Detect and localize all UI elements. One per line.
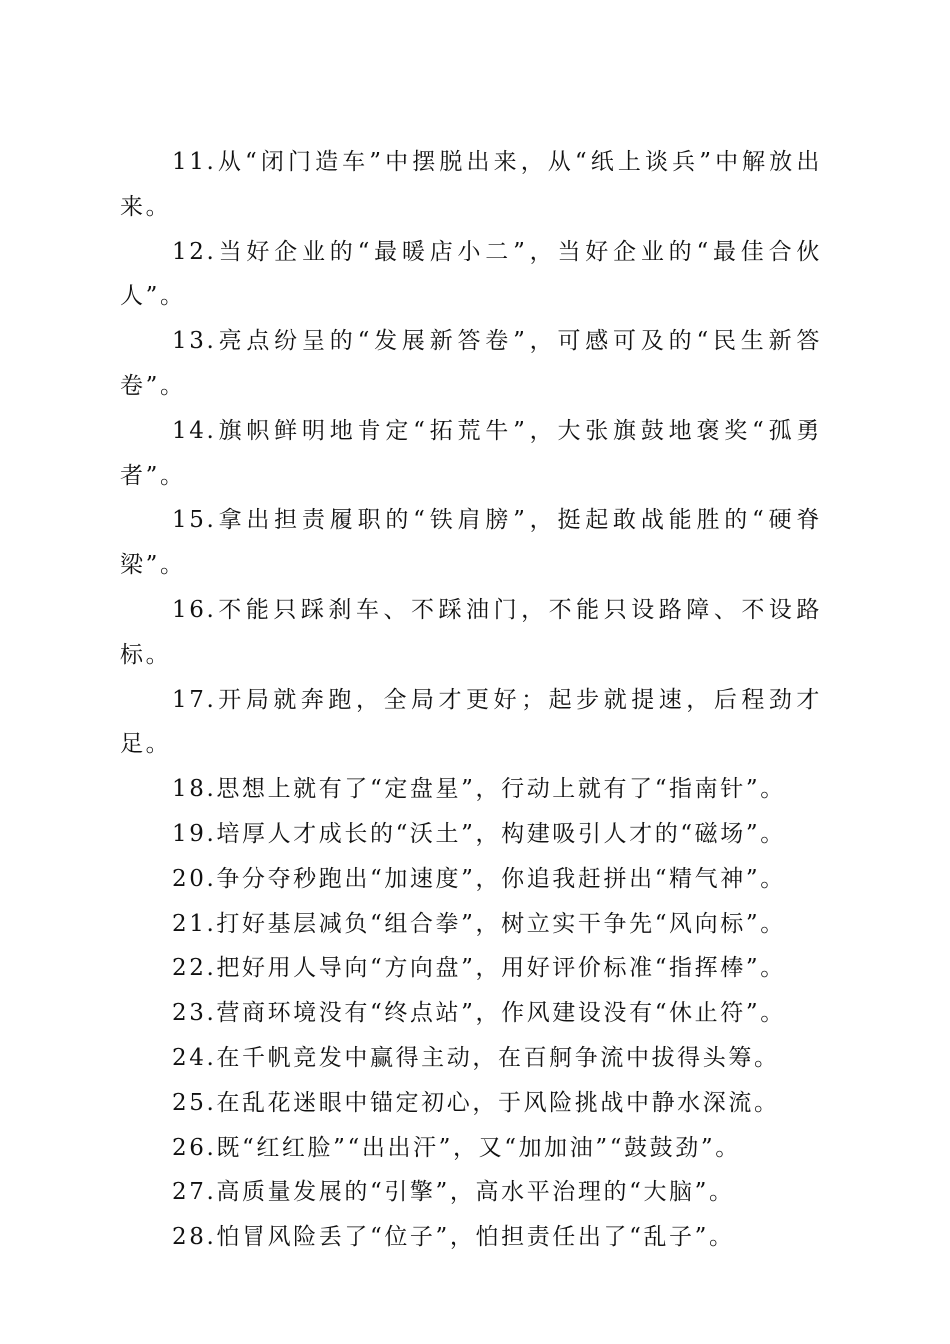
list-item: 15.拿出担责履职的“铁肩膀”，挺起敢战能胜的“硬脊梁”。 bbox=[120, 507, 822, 579]
list-item: 16.不能只踩刹车、不踩油门，不能只设路障、不设路标。 bbox=[120, 596, 822, 668]
list-item: 20.争分夺秒跑出“加速度”，你追我赶拼出“精气神”。 bbox=[172, 865, 786, 892]
list-item: 23.营商环境没有“终点站”，作风建设没有“休止符”。 bbox=[172, 1000, 786, 1027]
document-body bbox=[120, 140, 822, 1260]
list-item: 14.旗帜鲜明地肯定“拓荒牛”，大张旗鼓地褒奖“孤勇者”。 bbox=[120, 417, 822, 489]
list-item: 25.在乱花迷眼中锚定初心，于风险挑战中静水深流。 bbox=[172, 1089, 780, 1116]
list-item: 27.高质量发展的“引擎”，高水平治理的“大脑”。 bbox=[172, 1179, 735, 1206]
list-item: 13.亮点纷呈的“发展新答卷”，可感可及的“民生新答卷”。 bbox=[120, 328, 822, 399]
list-item: 26.既“红红脸”“出出汗”，又“加加油”“鼓鼓劲”。 bbox=[172, 1134, 741, 1161]
list-item: 28.怕冒风险丢了“位子”，怕担责任出了“乱子”。 bbox=[172, 1224, 735, 1251]
list-item: 24.在千帆竞发中赢得主动，在百舸争流中拔得头筹。 bbox=[172, 1044, 780, 1071]
list-item: 22.把好用人导向“方向盘”，用好评价标准“指挥棒”。 bbox=[172, 955, 786, 982]
list-item: 18.思想上就有了“定盘星”，行动上就有了“指南针”。 bbox=[172, 776, 786, 803]
list-item: 17.开局就奔跑，全局才更好；起步就提速，后程劲才足。 bbox=[120, 686, 822, 758]
list-item: 21.打好基层减负“组合拳”，树立实干争先“风向标”。 bbox=[172, 910, 786, 937]
list-item: 19.培厚人才成长的“沃土”，构建吸引人才的“磁场”。 bbox=[172, 820, 786, 847]
list-item: 11.从“闭门造车”中摆脱出来，从“纸上谈兵”中解放出来。 bbox=[120, 149, 822, 220]
list-item: 12.当好企业的“最暖店小二”，当好企业的“最佳合伙人”。 bbox=[120, 238, 822, 310]
